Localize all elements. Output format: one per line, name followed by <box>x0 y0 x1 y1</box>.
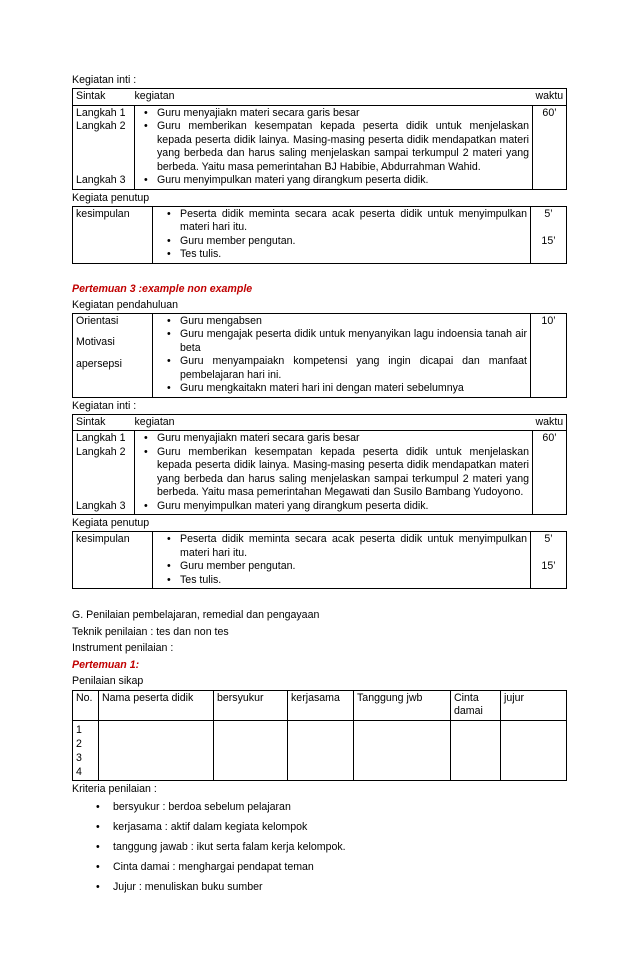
header-sintak: Sintak <box>73 414 135 431</box>
kegiatan-pendahuluan-label: Kegiatan pendahuluan <box>72 298 179 311</box>
step-label: Langkah 1 <box>76 432 126 444</box>
list-item: • Cinta damai : menghargai pendapat teman <box>94 857 566 877</box>
waktu-cell <box>531 532 567 589</box>
waktu-value: 15’ <box>541 560 556 572</box>
list-item: • Peserta didik meminta secara acak peserta didik untuk menyimpulkan materi hari itu. <box>161 208 527 235</box>
row-numbers <box>73 720 99 780</box>
step-label: Langkah 2 <box>76 445 126 458</box>
penilaian-sikap-label: Penilaian sikap <box>72 675 144 687</box>
table-header-row <box>73 414 567 431</box>
step-label: Langkah 3 <box>76 174 126 186</box>
header-kegiatan: kegiatan <box>135 414 533 431</box>
table-row <box>73 720 567 780</box>
list-item: • bersyukur : berdoa sebelum pelajaran <box>94 797 566 817</box>
waktu-cell: 60’ <box>533 431 567 515</box>
step-label: Motivasi <box>76 336 115 348</box>
column-header: Cinta damai <box>451 690 501 720</box>
step-label: Langkah 1 <box>76 106 126 119</box>
kegiatan-cell <box>135 105 533 189</box>
pertemuan-1-title: Pertemuan 1: <box>72 658 140 671</box>
list-item: • Guru menyampaiakn kompetensi yang ingin dicapai dan manfaat pembelajaran hari ini. <box>161 355 527 382</box>
kegiatan-penutup-label: Kegiata penutup <box>72 191 150 204</box>
kegiatan-cell <box>135 431 533 515</box>
column-header: jujur <box>501 690 567 720</box>
column-header: No. <box>73 690 99 720</box>
list-item: • Tes tulis. <box>161 248 527 262</box>
kegiatan-inti-table <box>72 414 567 516</box>
list-item: • Guru menyajiakn materi secara garis besar <box>138 107 529 121</box>
sintak-cell <box>73 105 135 189</box>
kegiatan-penutup-table <box>72 206 567 264</box>
list-item: • Guru menyimpulkan materi yang dirangkum peserta didik. <box>138 174 529 188</box>
list-item: • Guru menyimpulkan materi yang dirangkum peserta didik. <box>138 500 529 514</box>
table-row <box>73 313 567 397</box>
kriteria-list <box>94 797 566 897</box>
kegiatan-cell <box>153 532 531 589</box>
list-item: • Guru memberikan kesempatan kepada peserta didik untuk menjelaskan kepada peserta didik lainya. Masing-masing peserta didik mendapatkan materi yang berbeda dan harus saling menjelaskan sampai terkumpul 2 materi yang berbeda. Yaitu masa pemerintahan Megawati dan Susilo Bambang Yudoyono. <box>138 446 529 500</box>
table-row <box>73 532 567 589</box>
waktu-cell: 10’ <box>531 313 567 397</box>
table-header-row <box>73 89 567 106</box>
list-item: • Guru memberikan kesempatan kepada peserta didik untuk menjelaskan kepada peserta didik lainya. Masing-masing peserta didik mendapatkan materi yang berbeda dan harus saling menjelaskan sampai terkumpul 2 materi yang berbeda. Yaitu masa pemerintahan BJ Habibie, Abdurrahman Wahid. <box>138 120 529 174</box>
kegiatan-inti-label: Kegiatan inti : <box>72 399 137 412</box>
column-header: bersyukur <box>214 690 288 720</box>
document-page <box>72 72 566 897</box>
list-item: • Guru mengajak peserta didik untuk menyanyikan lagu indoensia tanah air beta <box>161 328 527 355</box>
instrument-penilaian: Instrument penilaian : <box>72 642 174 654</box>
step-label: Langkah 2 <box>76 120 126 132</box>
table-row <box>73 105 567 189</box>
list-item: • tanggung jawab : ikut serta falam kerja kelompok. <box>94 837 566 857</box>
sintak-cell: kesimpulan <box>73 206 153 263</box>
kegiatan-cell <box>153 313 531 397</box>
header-sintak: Sintak <box>73 89 135 106</box>
column-header: Tanggung jwb <box>354 690 451 720</box>
penilaian-sikap-table <box>72 690 567 781</box>
waktu-value: 15’ <box>541 234 556 247</box>
kegiatan-cell <box>153 206 531 263</box>
row-number: 4 <box>76 765 82 778</box>
kegiatan-pendahuluan-table <box>72 313 567 398</box>
table-header-row <box>73 690 567 720</box>
sintak-cell <box>73 431 135 515</box>
pertemuan-3-title: Pertemuan 3 :example non example <box>72 282 253 295</box>
list-item: • Jujur : menuliskan buku sumber <box>94 877 566 897</box>
list-item: • Guru mengkaitakn materi hari ini dengan materi sebelumnya <box>161 382 527 396</box>
list-item: • Guru menyajiakn materi secara garis besar <box>138 432 529 446</box>
column-header: Nama peserta didik <box>99 690 214 720</box>
kegiatan-penutup-label: Kegiata penutup <box>72 517 150 529</box>
kegiatan-penutup-table <box>72 531 567 589</box>
list-item: • Peserta didik meminta secara acak peserta didik untuk menyimpulkan materi hari itu. <box>161 533 527 560</box>
kegiatan-inti-label: Kegiatan inti : <box>72 74 137 86</box>
waktu-cell: 60’ <box>533 105 567 189</box>
sintak-cell: kesimpulan <box>73 532 153 589</box>
table-row <box>73 431 567 515</box>
waktu-value: 5’ <box>544 533 553 545</box>
waktu-cell <box>531 206 567 263</box>
table-row <box>73 206 567 263</box>
row-number: 3 <box>76 751 82 764</box>
header-waktu: waktu <box>533 89 567 106</box>
row-number: 1 <box>76 723 82 736</box>
row-number: 2 <box>76 737 82 750</box>
sintak-cell <box>73 313 153 397</box>
step-label: apersepsi <box>76 357 122 370</box>
step-label: Orientasi <box>76 314 119 327</box>
column-header: kerjasama <box>288 690 354 720</box>
list-item: • Guru member pengutan. <box>161 560 527 574</box>
header-kegiatan: kegiatan <box>135 89 533 106</box>
kriteria-label: Kriteria penilaian : <box>72 782 157 795</box>
waktu-value: 5’ <box>544 207 553 220</box>
header-waktu: waktu <box>533 414 567 431</box>
list-item: • kerjasama : aktif dalam kegiata kelompok <box>94 817 566 837</box>
list-item: • Tes tulis. <box>161 574 527 588</box>
teknik-penilaian: Teknik penilaian : tes dan non tes <box>72 625 229 638</box>
list-item: • Guru mengabsen <box>161 315 527 329</box>
kegiatan-inti-table <box>72 88 567 190</box>
list-item: • Guru member pengutan. <box>161 235 527 249</box>
section-g <box>72 607 566 690</box>
step-label: Langkah 3 <box>76 499 126 512</box>
section-g-title: G. Penilaian pembelajaran, remedial dan pengayaan <box>72 609 320 621</box>
